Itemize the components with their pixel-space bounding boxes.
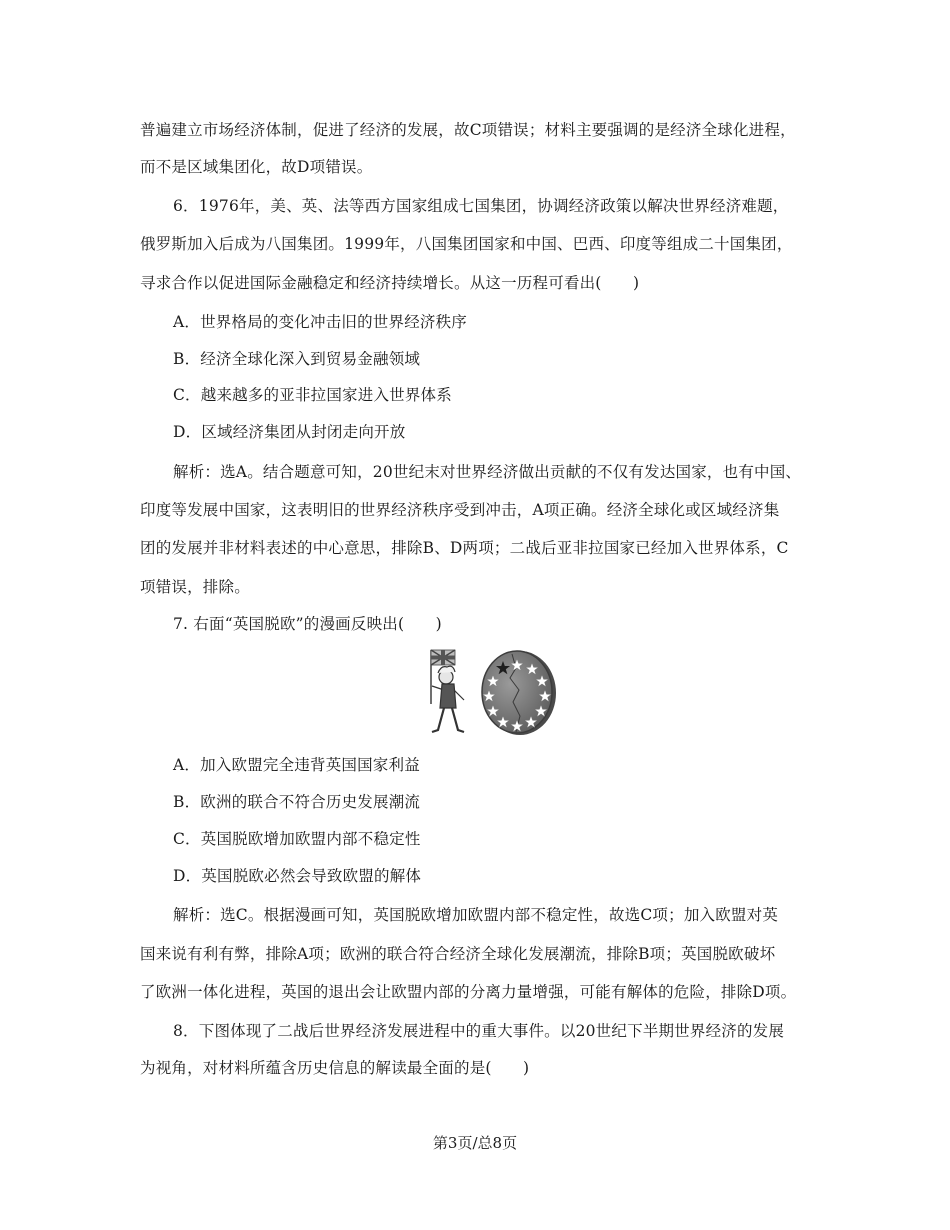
text-line: 了欧洲一体化进程，英国的退出会让欧盟内部的分离力量增强，可能有解体的危险，排除D项。 bbox=[140, 983, 797, 1001]
question-8-stem: 8．下图体现了二战后世界经济发展进程中的重大事件。以20世纪下半期世界经济的发展 bbox=[173, 1022, 785, 1040]
option-7a: A．加入欧盟完全违背英国国家利益 bbox=[173, 756, 420, 774]
text-line: 俄罗斯加入后成为八国集团。1999年，八国集团国家和中国、巴西、印度等组成二十国集团， bbox=[140, 235, 793, 253]
option-6c: C．越来越多的亚非拉国家进入世界体系 bbox=[173, 386, 452, 404]
text-line: 印度等发展中国家，这表明旧的世界经济秩序受到冲击，A项正确。经济全球化或区域经济集 bbox=[140, 501, 780, 519]
walking-figure-icon bbox=[432, 666, 464, 732]
option-7d: D．英国脱欧必然会导致欧盟的解体 bbox=[173, 867, 422, 885]
eu-coin-icon bbox=[482, 651, 556, 735]
text-line: 寻求合作以促进国际金融稳定和经济持续增长。从这一历程可看出( ) bbox=[140, 274, 640, 292]
brexit-cartoon-image bbox=[424, 646, 560, 738]
question-6-stem: 6．1976年，美、英、法等西方国家组成七国集团，协调经济政策以解决世界经济难题， bbox=[173, 197, 789, 215]
page-number-footer: 第3页/总8页 bbox=[432, 1134, 518, 1152]
text-line: 为视角，对材料所蕴含历史信息的解读最全面的是( ) bbox=[140, 1059, 530, 1077]
option-7c: C．英国脱欧增加欧盟内部不稳定性 bbox=[173, 830, 421, 848]
text-line: 国来说有利有弊，排除A项；欧洲的联合符合经济全球化发展潮流，排除B项；英国脱欧破坏 bbox=[140, 945, 776, 963]
text-line: 普遍建立市场经济体制，促进了经济的发展，故C项错误；材料主要强调的是经济全球化进程， bbox=[140, 121, 796, 139]
option-6a: A．世界格局的变化冲击旧的世界经济秩序 bbox=[173, 313, 467, 331]
option-6d: D．区域经济集团从封闭走向开放 bbox=[173, 423, 406, 441]
analysis-7: 解析：选C。根据漫画可知，英国脱欧增加欧盟内部不稳定性，故选C项；加入欧盟对英 bbox=[173, 906, 779, 924]
question-7-stem: 7. 右面“英国脱欧”的漫画反映出( ) bbox=[173, 615, 442, 633]
analysis-6: 解析：选A。结合题意可知，20世纪末对世界经济做出贡献的不仅有发达国家，也有中国、 bbox=[173, 463, 802, 481]
option-6b: B．经济全球化深入到贸易金融领域 bbox=[173, 350, 421, 368]
option-7b: B．欧洲的联合不符合历史发展潮流 bbox=[173, 793, 421, 811]
text-line: 而不是区域集团化，故D项错误。 bbox=[140, 158, 373, 176]
union-flag-icon bbox=[431, 650, 455, 665]
text-line: 团的发展并非材料表述的中心意思，排除B、D两项；二战后亚非拉国家已经加入世界体系，C bbox=[140, 539, 789, 557]
text-line: 项错误，排除。 bbox=[140, 578, 250, 596]
